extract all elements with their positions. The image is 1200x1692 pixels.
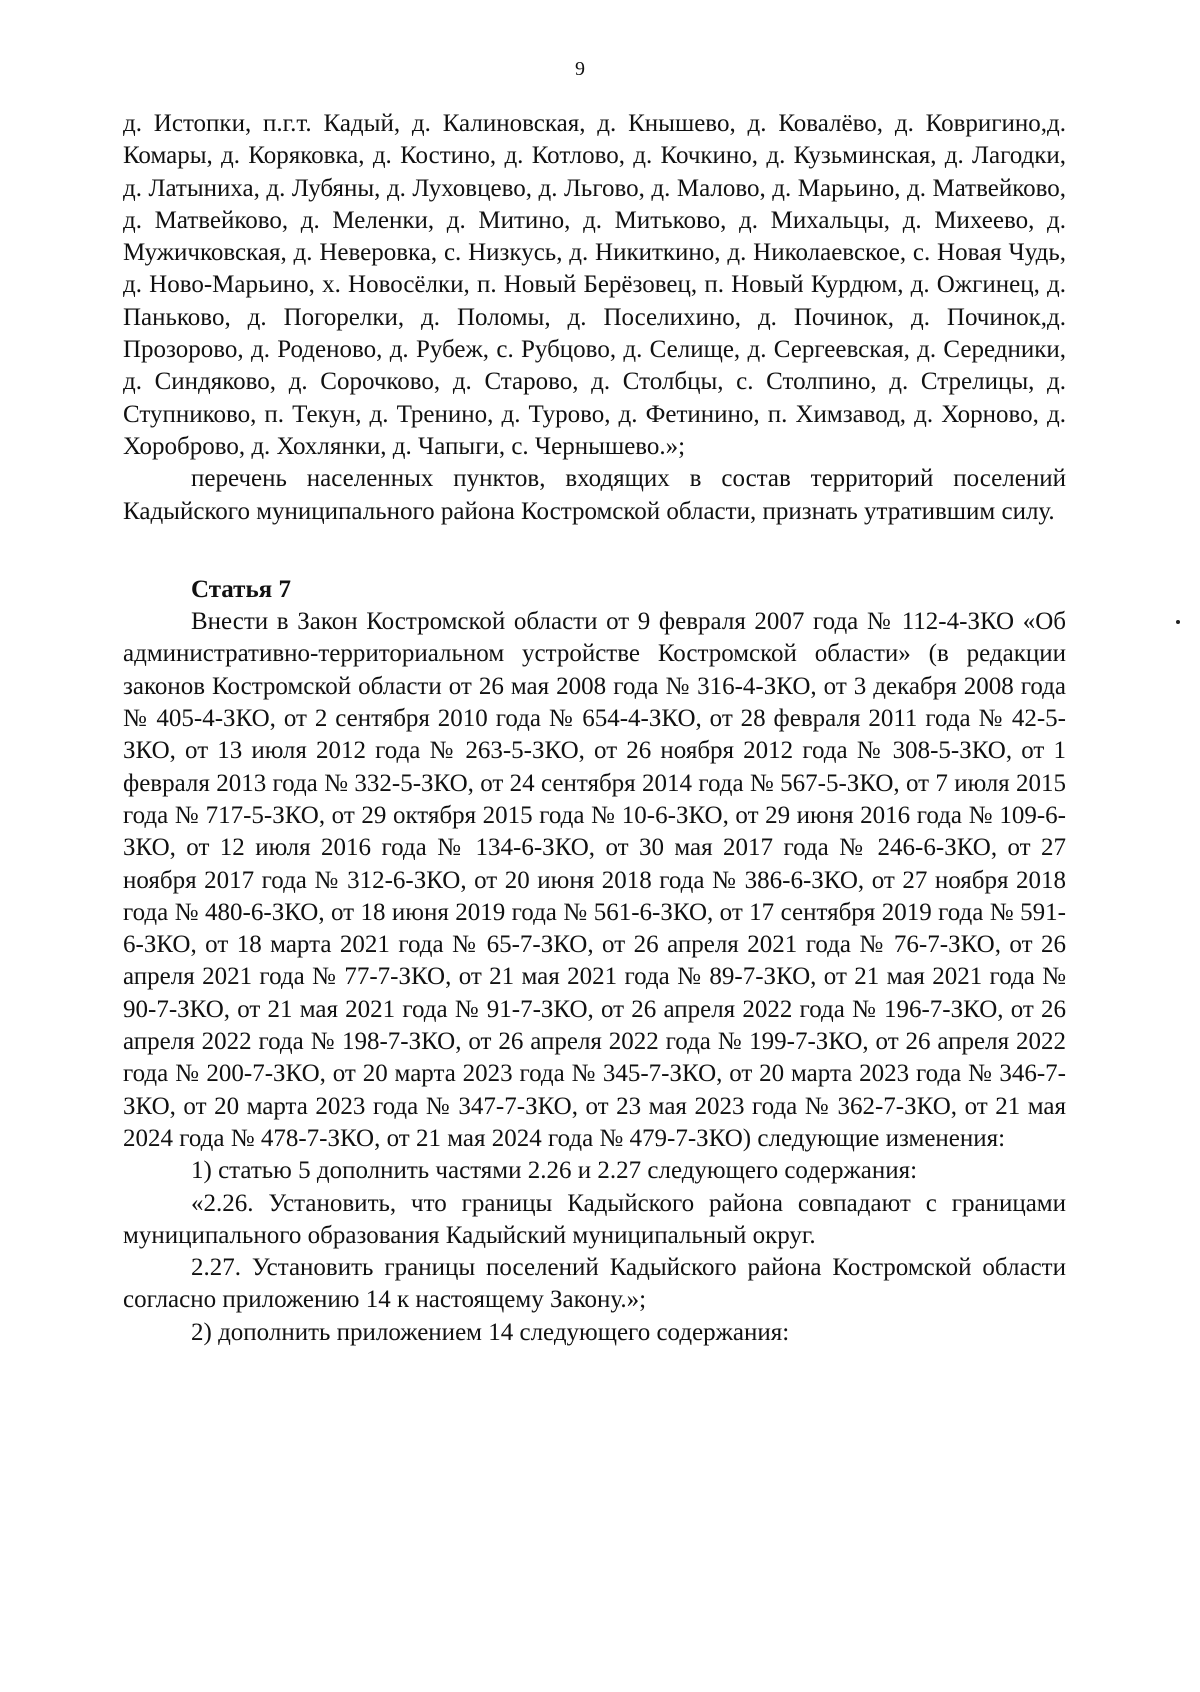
amendment-item-1: 1) статью 5 дополнить частями 2.26 и 2.27 следующего содержания:	[191, 1157, 918, 1185]
settlements-list-paragraph: д. Истопки, п.г.т. Кадый, д. Калиновская, д. Кнышево, д. Ковалёво, д. Ковригино,д. Комары, д. Коряковка, д. Костино, д. Котлово, д. Кочкино, д. Кузьминская, д. Лагодки, д. Латыниха, д. Лубяны, д. Луховцево, д. Льгово, д. Малово, д. Марьино, д. Матвейково, д. Матвейково, д. Меленки, д. Митино, д. Митьково, д. Михальцы, д. Михеево, д. Мужичковская, д. Неверовка, с. Низкусь, д. Никиткино, д. Николаевское, с. Новая Чудь, д. Ново-Марьино, х. Новосёлки, п. Новый Берёзовец, п. Новый Курдюм, д. Ожгинец, д. Паньково, д. Погорелки, д. Поломы, д. Поселихино, д. Починок, д. Починок,д. Прозорово, д. Роденово, д. Рубеж, с. Рубцово, д. Селище, д. Сергеевская, д. Середники, д. Синдяково, д. Сорочково, д. Старово, д. Столбцы, с. Столпино, д. Стрелицы, д. Ступниково, п. Текун, д. Тренино, д. Турово, д. Фетинино, п. Химзавод, д. Хорново, д. Хороброво, д. Хохлянки, д. Чапыги, с. Чернышево.»;	[123, 110, 1066, 460]
scan-speck	[1176, 620, 1180, 624]
page-number: 9	[575, 58, 585, 80]
repeal-paragraph: перечень населенных пунктов, входящих в состав территорий поселений Кадыйского муниципального района Костромской области, признать утратившим силу.	[123, 465, 1066, 525]
amendment-item-2: 2) дополнить приложением 14 следующего содержания:	[191, 1318, 790, 1346]
part-2-26-paragraph: «2.26. Установить, что границы Кадыйского района совпадают с границами муниципального образования Кадыйский муниципальный округ.	[123, 1189, 1066, 1249]
article-heading: Статья 7	[191, 575, 291, 603]
article-amendment-paragraph: Внести в Закон Костромской области от 9 февраля 2007 года № 112-4-ЗКО «Об административно-территориальном устройстве Костромской области» (в редакции законов Костромской области от 26 мая 2008 года № 316-4-ЗКО, от 3 декабря 2008 года № 405-4-ЗКО, от 2 сентября 2010 года № 654-4-ЗКО, от 28 февраля 2011 года № 42-5-ЗКО, от 13 июля 2012 года № 263-5-ЗКО, от 26 ноября 2012 года № 308-5-ЗКО, от 1 февраля 2013 года № 332-5-ЗКО, от 24 сентября 2014 года № 567-5-ЗКО, от 7 июля 2015 года № 717-5-ЗКО, от 29 октября 2015 года № 10-6-ЗКО, от 29 июня 2016 года № 109-6-ЗКО, от 12 июля 2016 года № 134-6-ЗКО, от 30 мая 2017 года № 246-6-ЗКО, от 27 ноября 2017 года № 312-6-ЗКО, от 20 июня 2018 года № 386-6-ЗКО, от 27 ноября 2018 года № 480-6-ЗКО, от 18 июня 2019 года № 561-6-ЗКО, от 17 сентября 2019 года № 591-6-ЗКО, от 18 марта 2021 года № 65-7-ЗКО, от 26 апреля 2021 года № 76-7-ЗКО, от 26 апреля 2021 года № 77-7-ЗКО, от 21 мая 2021 года № 89-7-ЗКО, от 21 мая 2021 года № 90-7-ЗКО, от 21 мая 2021 года № 91-7-ЗКО, от 26 апреля 2022 года № 196-7-ЗКО, от 26 апреля 2022 года № 198-7-ЗКО, от 26 апреля 2022 года № 199-7-ЗКО, от 26 апреля 2022 года № 200-7-ЗКО, от 20 марта 2023 года № 345-7-ЗКО, от 20 марта 2023 года № 346-7-ЗКО, от 20 марта 2023 года № 347-7-ЗКО, от 23 мая 2023 года № 362-7-ЗКО, от 21 мая 2024 года № 478-7-ЗКО, от 21 мая 2024 года № 479-7-ЗКО) следующие изменения:	[123, 608, 1066, 1152]
section-spacer	[123, 528, 1066, 574]
part-2-27-paragraph: 2.27. Установить границы поселений Кадыйского района Костромской области согласно приложению 14 к настоящему Закону.»;	[123, 1254, 1066, 1314]
document-body	[123, 108, 1066, 1349]
